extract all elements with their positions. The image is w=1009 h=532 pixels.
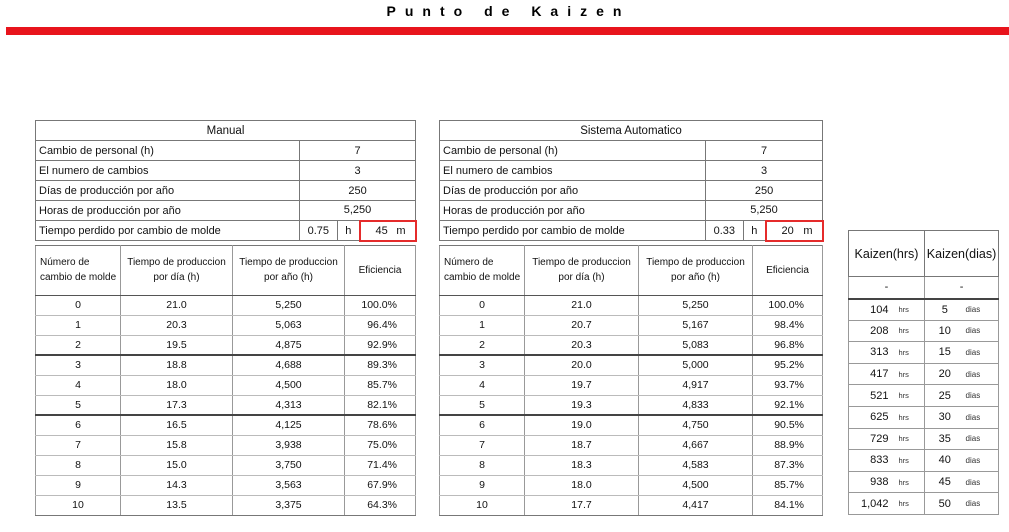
row-change-count: 4 bbox=[36, 375, 121, 395]
kaizen-row bbox=[849, 471, 999, 493]
kaizen-hrs-unit: hrs bbox=[897, 428, 925, 450]
kaizen-hrs-header: Kaizen(hrs) bbox=[849, 231, 925, 277]
kaizen-hrs-value: 208 bbox=[849, 320, 897, 342]
auto-panel bbox=[439, 120, 822, 516]
kaizen-row bbox=[849, 406, 999, 428]
lost-minutes: 20 bbox=[781, 224, 794, 237]
kaizen-dias-value: 5 bbox=[925, 299, 965, 321]
kaizen-dias-value: 30 bbox=[925, 406, 965, 428]
param-label: El numero de cambios bbox=[36, 161, 300, 181]
kaizen-hrs-value: 104 bbox=[849, 299, 897, 321]
table-row bbox=[440, 415, 823, 435]
row-change-count: 5 bbox=[440, 395, 525, 415]
kaizen-dias-unit: dias bbox=[965, 385, 999, 407]
kaizen-dias-unit: dias bbox=[965, 299, 999, 321]
row-hours-per-year: 4,500 bbox=[639, 475, 753, 495]
lost-hours-unit: h bbox=[338, 221, 360, 241]
row-hours-per-day: 18.0 bbox=[525, 475, 639, 495]
row-change-count: 9 bbox=[440, 475, 525, 495]
row-efficiency: 95.2% bbox=[753, 355, 823, 375]
row-hours-per-day: 19.5 bbox=[121, 335, 233, 355]
kaizen-dias-unit: dias bbox=[965, 320, 999, 342]
col-header: Eficiencia bbox=[753, 245, 823, 295]
kaizen-hrs-unit: hrs bbox=[897, 471, 925, 493]
row-efficiency: 71.4% bbox=[345, 455, 416, 475]
kaizen-hrs-value: 1,042 bbox=[849, 493, 897, 515]
row-hours-per-year: 4,750 bbox=[639, 415, 753, 435]
row-hours-per-year: 3,750 bbox=[233, 455, 345, 475]
auto-efficiency-table bbox=[439, 245, 823, 516]
row-hours-per-year: 4,583 bbox=[639, 455, 753, 475]
row-efficiency: 90.5% bbox=[753, 415, 823, 435]
kaizen-row bbox=[849, 363, 999, 385]
table-row bbox=[36, 455, 416, 475]
row-change-count: 5 bbox=[36, 395, 121, 415]
col-header: Tiempo de produccion por año (h) bbox=[233, 245, 345, 295]
kaizen-table bbox=[848, 230, 999, 515]
row-hours-per-day: 20.3 bbox=[121, 315, 233, 335]
lost-minutes-box bbox=[360, 221, 416, 241]
row-hours-per-day: 15.8 bbox=[121, 435, 233, 455]
row-efficiency: 85.7% bbox=[345, 375, 416, 395]
row-change-count: 6 bbox=[36, 415, 121, 435]
kaizen-row bbox=[849, 385, 999, 407]
row-hours-per-year: 3,938 bbox=[233, 435, 345, 455]
lost-time-label: Tiempo perdido por cambio de molde bbox=[440, 221, 706, 241]
row-change-count: 6 bbox=[440, 415, 525, 435]
row-hours-per-year: 5,083 bbox=[639, 335, 753, 355]
param-label: Días de producción por año bbox=[440, 181, 706, 201]
table-row bbox=[36, 395, 416, 415]
table-row bbox=[440, 435, 823, 455]
table-row bbox=[440, 475, 823, 495]
param-value: 7 bbox=[300, 141, 416, 161]
kaizen-row bbox=[849, 428, 999, 450]
row-efficiency: 64.3% bbox=[345, 495, 416, 515]
row-hours-per-year: 5,000 bbox=[639, 355, 753, 375]
kaizen-hrs-unit: hrs bbox=[897, 385, 925, 407]
table-row bbox=[440, 375, 823, 395]
lost-minutes-unit: m bbox=[396, 224, 406, 237]
row-hours-per-day: 21.0 bbox=[121, 295, 233, 315]
lost-minutes: 45 bbox=[375, 224, 388, 237]
kaizen-hrs-unit: hrs bbox=[897, 342, 925, 364]
kaizen-hrs-value: 938 bbox=[849, 471, 897, 493]
row-change-count: 3 bbox=[440, 355, 525, 375]
row-hours-per-day: 15.0 bbox=[121, 455, 233, 475]
row-hours-per-year: 5,063 bbox=[233, 315, 345, 335]
col-header: Eficiencia bbox=[345, 245, 416, 295]
lost-hours: 0.75 bbox=[300, 221, 338, 241]
row-hours-per-year: 4,833 bbox=[639, 395, 753, 415]
kaizen-hrs-unit: hrs bbox=[897, 299, 925, 321]
kaizen-dias-unit: dias bbox=[965, 471, 999, 493]
row-change-count: 7 bbox=[440, 435, 525, 455]
row-change-count: 2 bbox=[36, 335, 121, 355]
manual-efficiency-table bbox=[35, 245, 416, 516]
row-hours-per-year: 5,250 bbox=[639, 295, 753, 315]
row-hours-per-day: 17.7 bbox=[525, 495, 639, 515]
table-row bbox=[440, 335, 823, 355]
kaizen-hrs-unit: hrs bbox=[897, 363, 925, 385]
param-value: 250 bbox=[300, 181, 416, 201]
row-hours-per-day: 18.8 bbox=[121, 355, 233, 375]
kaizen-panel bbox=[848, 230, 998, 515]
param-value: 250 bbox=[706, 181, 823, 201]
row-efficiency: 100.0% bbox=[753, 295, 823, 315]
row-efficiency: 96.8% bbox=[753, 335, 823, 355]
manual-panel bbox=[35, 120, 415, 516]
kaizen-row bbox=[849, 299, 999, 321]
kaizen-dias-value: 20 bbox=[925, 363, 965, 385]
row-change-count: 8 bbox=[36, 455, 121, 475]
kaizen-dias-unit: dias bbox=[965, 493, 999, 515]
param-label: Cambio de personal (h) bbox=[36, 141, 300, 161]
row-efficiency: 92.1% bbox=[753, 395, 823, 415]
row-efficiency: 78.6% bbox=[345, 415, 416, 435]
kaizen-hrs-value: 521 bbox=[849, 385, 897, 407]
kaizen-dias-header: Kaizen(dias) bbox=[925, 231, 999, 277]
row-efficiency: 89.3% bbox=[345, 355, 416, 375]
param-label: Cambio de personal (h) bbox=[440, 141, 706, 161]
row-hours-per-year: 3,375 bbox=[233, 495, 345, 515]
table-row bbox=[36, 315, 416, 335]
kaizen-hrs-unit: hrs bbox=[897, 320, 925, 342]
table-row bbox=[36, 495, 416, 515]
row-efficiency: 100.0% bbox=[345, 295, 416, 315]
row-change-count: 10 bbox=[36, 495, 121, 515]
row-efficiency: 93.7% bbox=[753, 375, 823, 395]
kaizen-dias-value: 15 bbox=[925, 342, 965, 364]
table-row bbox=[440, 315, 823, 335]
table-row bbox=[36, 435, 416, 455]
param-label: Horas de producción por año bbox=[440, 201, 706, 221]
row-hours-per-day: 19.7 bbox=[525, 375, 639, 395]
row-change-count: 0 bbox=[440, 295, 525, 315]
row-efficiency: 98.4% bbox=[753, 315, 823, 335]
row-hours-per-day: 20.3 bbox=[525, 335, 639, 355]
table-row bbox=[440, 355, 823, 375]
kaizen-dias-value: 10 bbox=[925, 320, 965, 342]
kaizen-dias-unit: dias bbox=[965, 406, 999, 428]
row-hours-per-day: 13.5 bbox=[121, 495, 233, 515]
row-efficiency: 96.4% bbox=[345, 315, 416, 335]
row-change-count: 8 bbox=[440, 455, 525, 475]
auto-title: Sistema Automatico bbox=[440, 121, 823, 141]
row-change-count: 7 bbox=[36, 435, 121, 455]
param-value: 3 bbox=[300, 161, 416, 181]
kaizen-dash: - bbox=[849, 277, 925, 299]
row-efficiency: 82.1% bbox=[345, 395, 416, 415]
row-change-count: 4 bbox=[440, 375, 525, 395]
kaizen-dias-unit: dias bbox=[965, 363, 999, 385]
row-hours-per-year: 4,500 bbox=[233, 375, 345, 395]
row-hours-per-year: 4,125 bbox=[233, 415, 345, 435]
row-hours-per-day: 18.0 bbox=[121, 375, 233, 395]
row-efficiency: 85.7% bbox=[753, 475, 823, 495]
param-label: Días de producción por año bbox=[36, 181, 300, 201]
row-change-count: 2 bbox=[440, 335, 525, 355]
row-change-count: 1 bbox=[440, 315, 525, 335]
col-header: Número de cambio de molde bbox=[36, 245, 121, 295]
col-header: Tiempo de produccion por día (h) bbox=[121, 245, 233, 295]
row-hours-per-year: 4,667 bbox=[639, 435, 753, 455]
kaizen-dias-value: 25 bbox=[925, 385, 965, 407]
table-row bbox=[440, 495, 823, 515]
kaizen-row bbox=[849, 450, 999, 472]
row-hours-per-year: 4,688 bbox=[233, 355, 345, 375]
row-hours-per-day: 19.3 bbox=[525, 395, 639, 415]
table-row bbox=[36, 375, 416, 395]
table-row bbox=[36, 295, 416, 315]
row-hours-per-year: 5,167 bbox=[639, 315, 753, 335]
manual-params-table bbox=[35, 120, 417, 242]
table-row bbox=[440, 295, 823, 315]
row-efficiency: 67.9% bbox=[345, 475, 416, 495]
row-hours-per-year: 3,563 bbox=[233, 475, 345, 495]
kaizen-dias-unit: dias bbox=[965, 342, 999, 364]
table-row bbox=[440, 455, 823, 475]
row-change-count: 9 bbox=[36, 475, 121, 495]
kaizen-dias-unit: dias bbox=[965, 428, 999, 450]
kaizen-dias-value: 35 bbox=[925, 428, 965, 450]
row-hours-per-year: 4,313 bbox=[233, 395, 345, 415]
row-efficiency: 75.0% bbox=[345, 435, 416, 455]
row-efficiency: 87.3% bbox=[753, 455, 823, 475]
row-hours-per-day: 18.7 bbox=[525, 435, 639, 455]
page-title: Punto de Kaizen bbox=[386, 3, 631, 19]
accent-bar bbox=[6, 27, 1009, 35]
kaizen-dias-value: 45 bbox=[925, 471, 965, 493]
row-hours-per-day: 17.3 bbox=[121, 395, 233, 415]
row-hours-per-day: 18.3 bbox=[525, 455, 639, 475]
row-hours-per-year: 5,250 bbox=[233, 295, 345, 315]
row-hours-per-day: 14.3 bbox=[121, 475, 233, 495]
table-row bbox=[36, 475, 416, 495]
manual-title: Manual bbox=[36, 121, 416, 141]
kaizen-dias-value: 40 bbox=[925, 450, 965, 472]
kaizen-hrs-unit: hrs bbox=[897, 450, 925, 472]
auto-params-table bbox=[439, 120, 824, 242]
table-row bbox=[440, 395, 823, 415]
row-hours-per-day: 21.0 bbox=[525, 295, 639, 315]
row-efficiency: 84.1% bbox=[753, 495, 823, 515]
row-hours-per-day: 20.0 bbox=[525, 355, 639, 375]
kaizen-row bbox=[849, 320, 999, 342]
col-header: Tiempo de produccion por día (h) bbox=[525, 245, 639, 295]
row-hours-per-year: 4,917 bbox=[639, 375, 753, 395]
col-header: Tiempo de produccion por año (h) bbox=[639, 245, 753, 295]
lost-hours: 0.33 bbox=[706, 221, 744, 241]
kaizen-row bbox=[849, 342, 999, 364]
row-change-count: 0 bbox=[36, 295, 121, 315]
param-label: Horas de producción por año bbox=[36, 201, 300, 221]
table-row bbox=[36, 335, 416, 355]
col-header: Número de cambio de molde bbox=[440, 245, 525, 295]
kaizen-hrs-value: 729 bbox=[849, 428, 897, 450]
kaizen-hrs-value: 313 bbox=[849, 342, 897, 364]
row-efficiency: 88.9% bbox=[753, 435, 823, 455]
kaizen-row bbox=[849, 493, 999, 515]
row-hours-per-year: 4,875 bbox=[233, 335, 345, 355]
table-row bbox=[36, 355, 416, 375]
param-value: 5,250 bbox=[300, 201, 416, 221]
table-row bbox=[36, 415, 416, 435]
kaizen-hrs-value: 625 bbox=[849, 406, 897, 428]
param-label: El numero de cambios bbox=[440, 161, 706, 181]
row-hours-per-year: 4,417 bbox=[639, 495, 753, 515]
row-hours-per-day: 16.5 bbox=[121, 415, 233, 435]
kaizen-dias-unit: dias bbox=[965, 450, 999, 472]
lost-time-label: Tiempo perdido por cambio de molde bbox=[36, 221, 300, 241]
kaizen-dash: - bbox=[925, 277, 999, 299]
row-change-count: 1 bbox=[36, 315, 121, 335]
lost-minutes-unit: m bbox=[803, 224, 813, 237]
kaizen-hrs-unit: hrs bbox=[897, 406, 925, 428]
row-hours-per-day: 20.7 bbox=[525, 315, 639, 335]
kaizen-hrs-value: 833 bbox=[849, 450, 897, 472]
row-change-count: 10 bbox=[440, 495, 525, 515]
param-value: 3 bbox=[706, 161, 823, 181]
kaizen-dias-value: 50 bbox=[925, 493, 965, 515]
lost-hours-unit: h bbox=[744, 221, 766, 241]
row-efficiency: 92.9% bbox=[345, 335, 416, 355]
param-value: 7 bbox=[706, 141, 823, 161]
row-change-count: 3 bbox=[36, 355, 121, 375]
lost-minutes-box bbox=[766, 221, 823, 241]
row-hours-per-day: 19.0 bbox=[525, 415, 639, 435]
kaizen-hrs-unit: hrs bbox=[897, 493, 925, 515]
kaizen-hrs-value: 417 bbox=[849, 363, 897, 385]
param-value: 5,250 bbox=[706, 201, 823, 221]
